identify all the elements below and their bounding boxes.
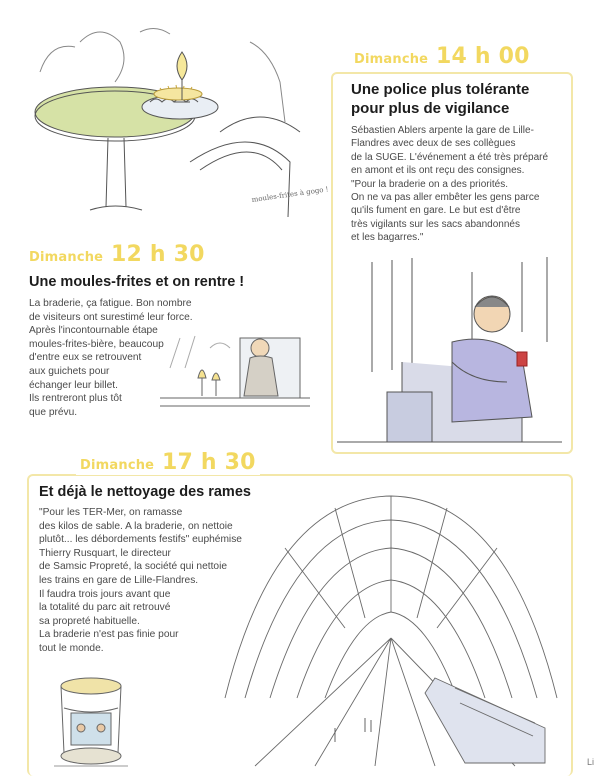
nettoyage-day: Dimanche <box>80 458 155 473</box>
nettoyage-body-line: sa propreté habituelle. <box>39 615 140 627</box>
kiosk-sketch <box>46 668 136 773</box>
moules-body-line: d'entre eux se retrouvent <box>29 352 142 364</box>
police-title-line-2: pour plus de vigilance <box>351 100 510 117</box>
nettoyage-body-line: Il faudra trois jours avant que <box>39 588 171 600</box>
nettoyage-body-line: de Samsic Propreté, la société qui nettoie <box>39 561 228 573</box>
ticket-counter-sketch <box>150 318 320 426</box>
nettoyage-body-line: tout le monde. <box>39 642 104 654</box>
nettoyage-hour: 17 h 30 <box>161 450 256 475</box>
police-body <box>351 124 548 245</box>
moules-time-label <box>29 242 205 267</box>
nettoyage-body-line: "Pour les TER-Mer, on ramasse <box>39 507 183 518</box>
police-body-line: Sébastien Ablers arpente la gare de Lille- <box>351 125 534 136</box>
nettoyage-body-line: La braderie n'est pas finie pour <box>39 629 179 641</box>
moules-body-line: Ils rentreront plus tôt <box>29 393 122 405</box>
police-officer-sketch <box>332 252 568 449</box>
police-body-line: en amont et ils ont reçu des consignes. <box>351 165 525 177</box>
moules-body-line: que prévu. <box>29 406 78 418</box>
police-title-line-1: Une police plus tolérante <box>351 81 530 98</box>
police-body-line: très vigilants sur les sacs abandonnés <box>351 218 520 230</box>
nettoyage-title: Et déjà le nettoyage des rames <box>39 484 251 500</box>
nettoyage-body <box>39 506 242 656</box>
moules-body-line: La braderie, ça fatigue. Bon nombre <box>29 298 192 309</box>
police-body-line: On ne va pas aller embêter les gens parce <box>351 192 540 204</box>
moules-frites-table-sketch <box>20 12 330 227</box>
moules-title: Une moules-frites et on rentre ! <box>29 274 245 290</box>
moules-body-line: de visiteurs ont surestimé leur force. <box>29 311 193 323</box>
police-body-line: qu'ils fument en gare. Le but est d'être <box>351 205 521 217</box>
police-hour: 14 h 00 <box>435 44 530 69</box>
police-body-line: "Pour la braderie on a des priorités. <box>351 178 508 190</box>
nettoyage-body-line: les trains en gare de Lille-Flandres. <box>39 574 199 586</box>
nettoyage-body-line: des kilos de sable. A la braderie, on nettoie <box>39 520 233 532</box>
nettoyage-body-line: la totalité du parc ait retrouvé <box>39 602 171 614</box>
nettoyage-body-line: Thierry Rusquart, le directeur <box>39 547 171 559</box>
moules-body-line: échanger leur billet. <box>29 379 118 391</box>
police-time-label <box>350 44 534 69</box>
moules-body-line: Après l'incontournable étape <box>29 325 158 337</box>
police-body-line: Flandres avec deux de ses collègues <box>351 138 516 150</box>
moules-day: Dimanche <box>29 250 104 265</box>
sketch-caption: moules-frites à gogo ! <box>251 185 330 204</box>
police-day: Dimanche <box>354 52 429 67</box>
nettoyage-body-line: plutôt... les débordements festifs" euphémise <box>39 534 242 546</box>
nettoyage-time-label <box>76 450 260 475</box>
page-number: Li <box>586 757 594 767</box>
moules-body-line: moules-frites-bière, beaucoup <box>29 338 164 350</box>
station-hall-sketch <box>215 478 567 768</box>
police-body-line: et les bagarres." <box>351 232 424 244</box>
police-title <box>351 80 529 118</box>
moules-hour: 12 h 30 <box>110 242 205 267</box>
police-body-line: de la SUGE. L'événement a été très préparé <box>351 151 549 163</box>
moules-body-line: aux guichets pour <box>29 365 110 377</box>
